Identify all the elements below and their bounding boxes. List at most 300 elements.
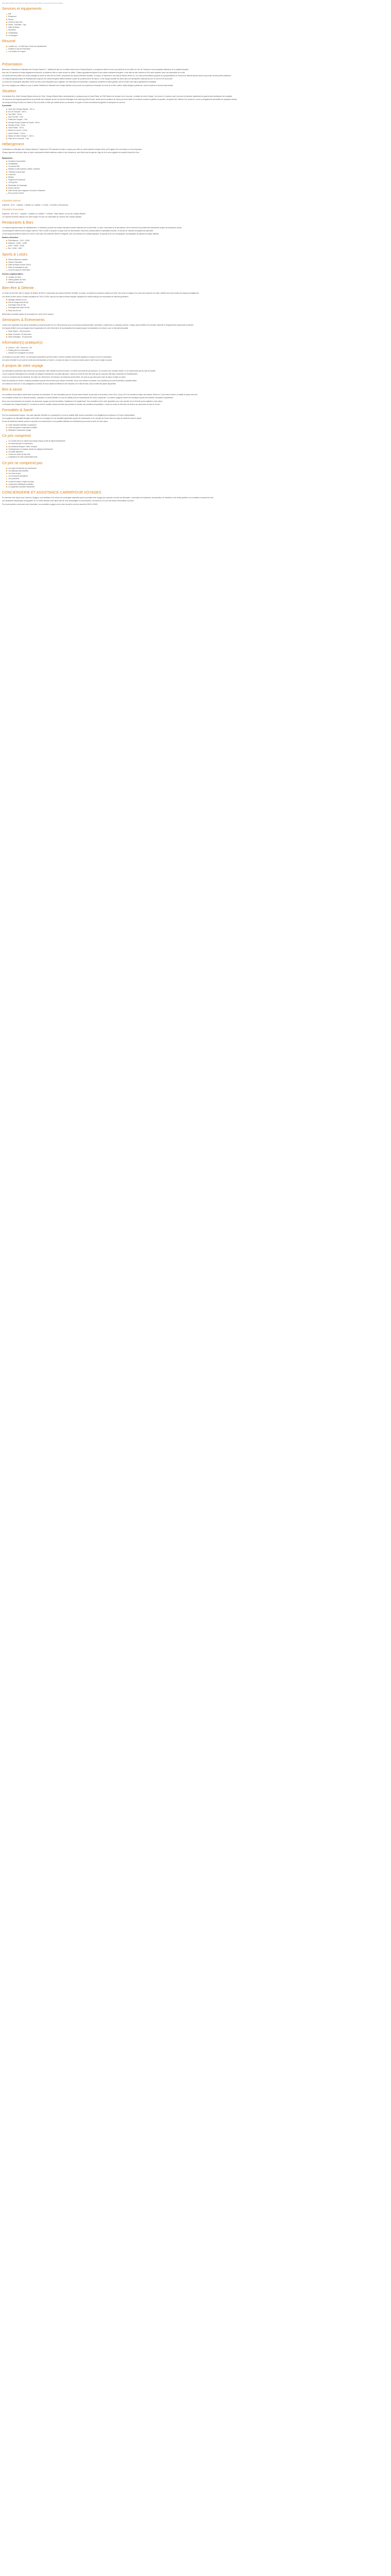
equipment-item (6, 168, 389, 170)
services-section (2, 7, 389, 37)
formalites-list (2, 424, 389, 432)
resume-item-text: Lux location au compris (8, 50, 26, 53)
bullet-icon (6, 46, 7, 47)
bullet-icon (6, 166, 7, 167)
bullet-icon (6, 109, 7, 110)
conciergerie-paragraph: En réservant votre séjour avec Carrefour Voyages, vous bénéficiez d'un service de conciergerie disponible avant et pendant votre voyage pour répondre à toutes vos demandes : réservation de restaurants, de spectacles, de transferts ou de visites guidées, nos conseillers s'occupent de tout. (2, 497, 214, 499)
prix-ne-comprend-item-text: L'assurance multirisque annulation (8, 483, 34, 485)
service-item-text: Wifi (8, 13, 11, 15)
bullet-icon (6, 16, 7, 18)
bullet-icon (6, 308, 7, 309)
bullet-icon (6, 264, 7, 265)
nearby-list (2, 108, 389, 140)
hours-item-text: Dîner : 19h00 - 22h30 (8, 245, 25, 247)
equipment-item (6, 160, 389, 162)
bullet-icon (6, 49, 7, 50)
conciergerie-paragraph: Pour toute question concernant votre réservation, nos conseillers voyages sont à votre écoute du lundi au samedi de 9h00 à 20h00. (2, 503, 98, 505)
room-type-label: Chambre Executive (2, 208, 24, 211)
hebergement-paragraph: La Résidence le Mandarin des Champs Elysées 5 * dispose de 125 chambres et suites, conçues pour offrir un confort optimal à chaque client, qu'il s'agisse d'un court séjour ou d'un long séjour. (2, 148, 142, 151)
nearby-item (6, 118, 389, 121)
resume-item-text: Situation 5 Spa de Paris 8ème (8, 48, 31, 50)
bullet-icon (6, 476, 7, 477)
resume-item (6, 48, 389, 50)
bullet-icon (6, 449, 7, 450)
bullet-icon (6, 473, 7, 474)
bullet-icon (6, 444, 7, 445)
bullet-icon (6, 163, 7, 164)
bullet-icon (6, 172, 7, 173)
bullet-icon (6, 468, 7, 469)
nearby-item (6, 108, 389, 110)
formalites-title: Formalités & Santé (2, 408, 33, 412)
bon-savoir-paragraph: Les formalités d'entrée sur le territoire français : passeport ou carte d'identité en cours de validité pour les ressortissants de l'Union européenne. Les autres voyageurs doivent se renseigner auprès des autorités consulaires compétentes. (2, 397, 174, 399)
equipment-item-text: Connexion Wifi (8, 165, 20, 168)
equipment-item-text: Minibar (8, 176, 14, 178)
seminaires-item-text: Salon Concorde : 60 personnes (8, 333, 31, 335)
bullet-icon (6, 279, 7, 280)
service-item (6, 15, 389, 18)
bullet-icon (6, 125, 7, 126)
room-type-label: Chambre Deluxe (2, 200, 21, 203)
sports-extra-item-text: Visites guidées de Paris (8, 279, 26, 281)
presentation-paragraph: Les clients peuvent profiter d'un accès privilégié au centre de bien-être de l'hôtel, comprenant une piscine intérieure chauffée, un sauna, un hammam et une salle de fitness dernier cri. Les soins personnalisés proposés au spa garantissent un moment de détente absolue après une journée de découverte parisienne. (2, 75, 232, 77)
page (0, 0, 391, 513)
nearby-item (6, 122, 389, 124)
prix-ne-comprend-item (6, 470, 389, 472)
sports-section (2, 253, 389, 284)
service-item (6, 32, 389, 34)
equipment-item-text: Peignoirs et chaussons (8, 179, 25, 181)
presentation-title: Présentation (2, 62, 23, 66)
bullet-icon (6, 111, 7, 112)
bullet-icon (6, 451, 7, 452)
equipment-item-text: Sèche-cheveux (8, 187, 20, 189)
informations-text (2, 356, 389, 361)
service-item-text: Centre de bien-être (8, 21, 23, 23)
bullet-icon (6, 122, 7, 123)
bullet-icon (6, 30, 7, 31)
nearby-item (6, 129, 389, 131)
prix-comprend-item-text: L'assistance de notre représentant local (8, 456, 38, 459)
equipment-item (6, 187, 389, 189)
sports-item (6, 259, 389, 261)
hours-item-text: Bar : 11h00 - 1h00 (8, 247, 22, 250)
resume-title: Résumé (2, 40, 16, 44)
bullet-icon (6, 457, 7, 458)
prix-comprend-item-text: L'accès au centre de bien-être (8, 453, 30, 456)
bullet-icon (6, 138, 7, 139)
bullet-icon (6, 182, 7, 183)
bien-etre-section (2, 286, 389, 315)
resume-section (2, 40, 389, 53)
situation-text (2, 95, 389, 104)
room-types (2, 200, 389, 214)
bullet-icon (6, 177, 7, 178)
sports-item-text: Soins et massages au spa (8, 266, 28, 269)
room-types-note: La Chambre Executive dispose d'un salon séparé et d'une vue imprenable sur l'avenue des Champs-Élysées. (2, 215, 82, 218)
prix-ne-comprend-item-text: La taxe de séjour à régler sur place (8, 480, 34, 483)
nearby-item (6, 116, 389, 118)
resume-item (6, 50, 389, 53)
sports-extra-item (6, 281, 389, 283)
restaurants-title: Restaurants & Bars (2, 221, 34, 225)
sports-item (6, 266, 389, 268)
service-item (6, 13, 389, 15)
bullet-icon (6, 479, 7, 480)
hours-label: Horaires d'ouverture : (2, 236, 20, 239)
services-title: Services et équipements (2, 7, 42, 11)
equipment-item (6, 184, 389, 187)
equipment-item-text: Room service 24h/24 (8, 192, 24, 195)
formalites-text (2, 414, 389, 423)
bullet-icon (6, 277, 7, 278)
bon-savoir-paragraph: Les conditions d'annulation varient selon la période de réservation. En cas d'annulation plus de 30 jours avant l'arrivée, aucun frais ne sera retenu. Entre 30 et 7 jours, 50 % du montant du séjour sera facturé. Moins de 7 jours avant l'arrivée, la totalité du séjour sera due. (2, 394, 198, 396)
service-item (6, 19, 389, 21)
hours-item (6, 240, 389, 242)
bullet-icon (6, 240, 7, 241)
nearby-item-text: Gare du Nord : 4 km (8, 116, 23, 118)
bien-etre-paragraph: Les clients ont libre accès à l'espace aquatique de 7h00 à 22h00, ainsi qu'à la salle de fitness équipée d'appareils de cardio-training et de musculation de dernière génération. (2, 295, 129, 298)
bullet-icon (6, 454, 7, 455)
informations-item (6, 352, 389, 354)
situation-title: Situation (2, 89, 17, 93)
bullet-icon (6, 350, 7, 351)
seminaires-item-text: Salon Élysée : 150 personnes (8, 330, 30, 333)
equipment-item-text: Nécessaire de repassage (8, 184, 27, 187)
sports-item (6, 269, 389, 271)
sports-extra-item-text: Location de vélos (8, 276, 21, 278)
bullet-icon (6, 22, 7, 23)
situation-section (2, 90, 389, 140)
informations-title: Information(s) pratique(s) (2, 341, 43, 345)
sports-list (2, 259, 389, 272)
prix-comprend-item-text: L'hébergement en chambre double de catégorie sélectionnée (8, 448, 53, 450)
bullet-icon (6, 246, 7, 247)
bien-etre-item-text: Massage relaxant 60 min (8, 298, 27, 301)
sports-extra-list (2, 276, 389, 284)
prix-comprend-item-text: Les taxes aéroport et redevances (8, 443, 33, 445)
bon-savoir-text (2, 394, 389, 405)
seminaires-item (6, 333, 389, 335)
resume-item (6, 45, 389, 47)
bullet-icon (6, 331, 7, 332)
bullet-icon (6, 334, 7, 335)
hebergement-text (2, 148, 389, 154)
nearby-item-text: Arc de Triomphe : 400 m (8, 110, 26, 113)
prix-ne-comprend-section (2, 462, 389, 488)
bien-etre-item (6, 310, 389, 312)
service-item-text: Piscine (8, 18, 14, 21)
seminaires-text (2, 324, 389, 329)
equipment-item (6, 181, 389, 183)
prix-comprend-item (6, 443, 389, 445)
nearby-item-text: Grand Palais : 700 m (8, 127, 24, 129)
bullet-icon (6, 114, 7, 115)
situation-paragraph: Les aéroports Roissy-Charles de Gaulle et Orly sont reliés à l'hôtel par navette privée sur demande, et la gare du Nord est facilement joignable en transports en commun. (2, 101, 126, 104)
bullet-icon (6, 24, 7, 25)
conciergerie-section (2, 491, 389, 505)
restaurants-text (2, 227, 389, 235)
formalites-item (6, 424, 389, 426)
prix-ne-comprend-item-text: Les repas et boissons non mentionnés (8, 467, 37, 469)
apropos-paragraph: Les informations présentées dans cette fiche sont données à titre indicatif et peuvent évoluer. Les tarifs sont exprimés par personne, sur la base d'une chambre double, et ne comprennent pas les frais de dossier. (2, 370, 156, 372)
bullet-icon (6, 135, 7, 137)
sports-extra-label: Services complémentaires : (2, 273, 24, 275)
hours-item (6, 247, 389, 249)
bullet-icon (6, 14, 7, 15)
situation-paragraph: Les amoureux de shopping apprécieront la proximité des boutiques de luxe de l'avenue Montaigne et du faubourg Saint-Honoré, tandis que les amateurs de culture pourront visiter les nombreux musées et galeries du quartier. Les jardins des Tuileries et le musée du Louvre sont également accessibles en quelques minutes. (2, 98, 237, 101)
bon-savoir-title: Bon à savoir (2, 388, 22, 392)
informations-item-text: Animaux de compagnie non admis (8, 352, 34, 354)
prix-ne-comprend-item-text: Les dépenses personnelles (8, 469, 28, 472)
hours-list (2, 240, 389, 250)
seminaires-title: Séminaires & Événements (2, 318, 45, 323)
bon-savoir-paragraph: Le Mandarin des Champs Elysées 5 * se réserve le droit de modifier certains services sans préavis en fonction des conditions d'exploitation. L'accès au centre de bien-être est réservé aux personnes de plus de 16 ans. (2, 403, 160, 405)
bullet-icon (6, 305, 7, 306)
bullet-icon (6, 120, 7, 121)
prix-ne-comprend-item (6, 467, 389, 469)
seminaires-paragraph: L'hôtel met à disposition trois salons modulables pouvant accueillir de 10 à 150 personnes pour vos réunions professionnelles, séminaires, conférences ou réceptions privées. Chaque salon bénéficie de la lumière naturelle et d'équipements audiovisuels modernes. (2, 324, 194, 327)
hours-item-text: Déjeuner : 12h00 - 14h30 (8, 242, 27, 244)
seminaires-section (2, 318, 389, 338)
prix-comprend-section (2, 434, 389, 458)
bullet-icon (6, 190, 7, 191)
bullet-icon (6, 117, 7, 118)
bien-etre-list (2, 299, 389, 312)
bullet-icon (6, 248, 7, 249)
hebergement-paragraph: Chaque logement est décoré dans un style contemporain mêlant matériaux nobles et tons chaleureux, avec literie haut de gamme, linge de lit en coton égyptien et produits d'accueil de luxe. (2, 151, 140, 154)
bullet-icon (6, 180, 7, 181)
prix-ne-comprend-item-text: Les pourboires (8, 478, 20, 480)
sports-item-text: Salle de fitness ouverte 24h/24 (8, 264, 31, 266)
service-item (6, 29, 389, 31)
prix-comprend-item (6, 446, 389, 448)
hebergement-title: Hébergement (2, 143, 24, 147)
bullet-icon (6, 486, 7, 487)
formalites-paragraph: En cas de traitement médical, pensez à emporter vos ordonnances et une quantité suffisante de médicaments pour toute la durée de votre séjour. (2, 420, 108, 423)
nearby-label: À proximité : (2, 105, 12, 107)
informations-list (2, 347, 389, 354)
bien-etre-item (6, 307, 389, 309)
bien-etre-item-text: Soin du visage éclat 45 min (8, 301, 28, 304)
bullet-icon (6, 32, 7, 33)
bien-etre-text (2, 292, 389, 297)
equipment-item (6, 173, 389, 178)
bien-etre-paragraph: Le centre de bien-être offre un espace de détente de 600 m² comprenant une piscine intérieure chauffée, un sauna, un hammam et plusieurs cabines de soins. Des soins du visage et du corps sont proposés à la carte, réalisés avec des produits de marques prestigieuses. (2, 292, 200, 295)
equip-label: Équipements : (2, 157, 13, 159)
bullet-icon (6, 35, 7, 36)
bullet-icon (6, 169, 7, 170)
service-item-text: Restaurant (8, 15, 17, 18)
sports-item-text: Cours de yoga sur réservation (8, 269, 30, 272)
bullet-icon (6, 27, 7, 28)
bullet-icon (6, 347, 7, 348)
prix-comprend-item (6, 440, 389, 442)
informations-item-text: Parking privé sur réservation (8, 349, 29, 352)
nearby-item-text: Aéroport Roissy-Charles de Gaulle : 28 km (8, 121, 40, 124)
formalites-paragraph: Pour les ressortissants français : une carte nationale d'identité ou un passeport en cours de validité suffit. Aucune vaccination n'est obligatoire pour séjourner en France métropolitaine. (2, 414, 136, 416)
resume-item-text: Location de ~ m² hôtel Spa • Accès aux apartements (8, 45, 47, 48)
nearby-item-text: Tour Eiffel : 1,8 km (8, 113, 22, 116)
bullet-icon (6, 185, 7, 186)
bullet-icon (6, 481, 7, 482)
prix-comprend-list (2, 440, 389, 458)
formalites-item (6, 427, 389, 429)
equipment-item (6, 174, 389, 176)
prix-ne-comprend-item-text: Les soins au spa (8, 472, 21, 474)
apropos-title: À propos de votre voyage (2, 364, 43, 368)
nearby-item (6, 132, 389, 134)
presentation-text (2, 69, 389, 87)
bullet-icon (6, 425, 7, 426)
room-type-detail: Superficie : 25 m² · Capacité : 2 adultes ou 2 adultes + 1 enfant · Lit double ou lits jumeaux (2, 204, 69, 207)
bullet-icon (6, 243, 7, 244)
formalites-item-text: Carte nationale d'identité ou passeport (8, 423, 37, 426)
bullet-icon (6, 302, 7, 303)
bullet-icon (6, 441, 7, 442)
sports-item-text: Piscine intérieure chauffée (8, 258, 28, 261)
restaurants-paragraph: Le restaurant gastronomique de l'établissement, Le Mandarin, propose une cuisine française inventive élaborée par un chef étoilé. La carte, renouvelée au fil des saisons, met à l'honneur les produits frais sélectionnés auprès de producteurs locaux. (2, 226, 183, 229)
seminaires-item (6, 336, 389, 338)
equipment-item (6, 171, 389, 173)
equipment-item-text: Télévision à écran plat (8, 171, 25, 173)
presentation-section (2, 63, 389, 87)
nearby-item-text: Palais des Congrès : 2 km (8, 118, 28, 121)
situation-paragraph: À la situation Rue: Hôtel Champs-Élysées Avenue de Paris, Champs-Élysées 8ème arrondissement, à quelques pas du Grand Palais, du Petit Palais et de la place de la Concorde. La station de métro George V se trouve à 2 minutes à pied et permet de rejoindre rapidement les grands sites touristiques de la capitale. (2, 95, 233, 97)
service-item-text: Salle de fitness (8, 26, 20, 29)
service-item (6, 26, 389, 28)
service-item-text: Climatisation (8, 31, 18, 34)
presentation-paragraph: Que vous voyagiez pour affaires ou pour le plaisir, Résidence le Mandarin des Champs Elysées vous promet une expérience d'exception au cœur de la Ville Lumière, alliant élégance parisienne, confort moderne et service irréprochable. (2, 84, 174, 87)
sports-item-text: Sauna et hammam (8, 261, 22, 263)
prix-ne-comprend-item-text: Le supplément chambre individuelle (8, 485, 35, 488)
bon-savoir-section (2, 388, 389, 405)
prix-ne-comprend-item (6, 486, 389, 488)
prix-ne-comprend-item (6, 478, 389, 480)
equipment-item-text: Lit King Size (8, 181, 18, 184)
hebergement-section (2, 143, 389, 218)
bien-etre-title: Bien-être & Détente (2, 286, 34, 291)
nearby-item-text: Carré des Champs-Élysées : 100 m (8, 108, 35, 110)
bullet-icon (6, 336, 7, 337)
bullet-icon (6, 130, 7, 131)
nearby-item-text: Aéroport d'Orly : 19 km (8, 124, 25, 126)
bullet-icon (6, 470, 7, 471)
bullet-icon (6, 267, 7, 268)
prix-comprend-item-text: Les transferts aéroport / hôtel / aéroport (8, 445, 38, 448)
prix-ne-comprend-list (2, 467, 389, 488)
bien-etre-note: Réservation conseillée auprès de la réception au moins 24h à l'avance. (2, 313, 54, 315)
bien-etre-item-text: Enveloppement détox 45 min (8, 307, 30, 309)
bullet-icon (6, 353, 7, 354)
equipment-item-text: Machine à café espresso, théière, bouilloire (8, 168, 40, 171)
conciergerie-paragraph: Une assistance téléphonique est joignable 7j/7 et 24h/24 pendant votre séjour afin de vous accompagner en cas d'imprévu, de retard de vol ou de tout besoin d'information sur place. (2, 500, 135, 502)
sports-extra-item (6, 276, 389, 278)
bullet-icon (6, 19, 7, 20)
informations-paragraph: La réception est ouverte 24h/24. Les demandes particulières (arrivée tardive, lit bébé, transfert) doivent être signalées à l'avance lors de la réservation. (2, 355, 112, 358)
presentation-paragraph: Le service de conciergerie disponible 24h/24 se tient à votre disposition pour organiser vos réservations de spectacles, restaurants, transferts et visites guidées, afin de rendre votre séjour parfaitement inoubliable. (2, 81, 157, 83)
bullet-icon (6, 446, 7, 447)
equipment-item-text: Coffre-fort (8, 173, 16, 176)
room-type-detail: Superficie : 35 à 40 m² · Capacité : 3 adultes ou 2 adultes + 2 enfants · Salon séparé, vue sur les Champs-Élysées (2, 212, 86, 215)
equipment-list (2, 160, 389, 195)
restaurants-paragraph: Le bar lounge accueille les clients de 11h00 à 1h00 dans une ambiance feutrée et élégante, avec une sélection de cocktails signature, de grands crus et de champagnes, accompagnés de planches de tapas raffinées. (2, 233, 159, 235)
bien-etre-item (6, 304, 389, 306)
service-item-text: Ascenseur (8, 29, 17, 31)
apropos-paragraph: Le prix comprend l'hébergement en chambre de catégorie sélectionnée, les petits-déjeuners, l'accès au centre de bien-être ainsi que la connexion Wifi dans l'ensemble de l'établissement. (2, 373, 138, 376)
restaurants-paragraph: Le petit-déjeuner buffet est servi chaque matin de 7h00 à 10h30 et propose un large choix de viennoiseries, fruits frais, produits laitiers et spécialités chaudes. Un service en chambre est également disponible. (2, 230, 154, 232)
formalites-item-text: Attestation d'assurance voyage (8, 429, 31, 431)
service-item-text: Conciergerie (8, 34, 18, 37)
apropos-text (2, 370, 389, 385)
prix-comprend-item-text: Le vol aller-retour en classe économique depuis la ville de départ sélectionnée (8, 440, 66, 443)
bullet-icon (6, 193, 7, 194)
service-item-text: Sauna - Hammam - Spa (8, 24, 26, 26)
presentation-paragraph: Bienvenue à Résidence le Mandarin des Champs Elysées 5 *. Idéalement situé sur la célèbre Avenue des Champs-Élysées, le somptueux hôtel se trouve à proximité de la tour Eiffel, de l'Arc de Triomphe et des principales attractions de la capitale française. (2, 68, 189, 71)
prix-comprend-item-text: Les petits-déjeuners (8, 450, 23, 453)
bullet-icon (6, 259, 7, 260)
equipment-item-text: Salle de bain avec baignoire et douche à l'italienne (8, 189, 45, 192)
resume-list (2, 45, 389, 53)
presentation-paragraph: Le restaurant gastronomique de l'établissement propose une cuisine française raffinée élaborée à partir de produits frais et de saison. Le bar lounge accueille les hôtes dans une atmosphère chaleureuse pour un verre en fin de journée. (2, 78, 173, 80)
apropos-paragraph: Le prix ne comprend pas les transferts, les repas non mentionnés, les boissons, les dépenses personnelles, les soins au spa ainsi que la taxe de séjour à régler sur place. (2, 376, 126, 379)
service-item (6, 18, 389, 23)
seminaires-paragraph: Une équipe dédiée vous accompagne dans l'organisation de votre événement, de la préparation des espaces jusqu'à la restauration sur mesure, pour un déroulement parfait. (2, 327, 129, 330)
hours-item-text: Petit-déjeuner : 7h00 - 10h30 (8, 239, 30, 242)
bullet-icon (6, 188, 7, 189)
informations-paragraph: Une pièce d'identité et une carte de crédit seront demandées à l'arrivée. Les taxes de séjour ne sont pas incluses dans le tarif et sont à régler sur place. (2, 359, 113, 361)
services-list (2, 13, 389, 37)
prix-ne-comprend-item-text: Les excursions facultatives (8, 475, 28, 478)
sports-extra-item-text: Billetterie spectacles (8, 281, 24, 284)
prix-ne-comprend-title: Ce prix ne comprend pas (2, 461, 43, 465)
bullet-icon (6, 270, 7, 271)
seminaires-list (2, 330, 389, 338)
nearby-item (6, 138, 389, 140)
nearby-item-text: Musée du Louvre : 2,5 km (8, 129, 27, 132)
prix-comprend-item (6, 456, 389, 458)
presentation-paragraph: Avec ses 24 chambres et suites élégamment décorées, la résidence offre un cadre luxueux et raffiné. Chaque appartement dispose d'une cuisine entièrement équipée, d'une salle de bain moderne et d'un salon spacieux avec vue imprenable sur la ville. (2, 71, 186, 74)
bullet-icon (6, 299, 7, 300)
formalites-paragraph: Les voyageurs de nationalité étrangère sont invités à se renseigner sur les formalités applicables auprès de l'ambassade ou du consulat de France dans leur pays de résidence avant le départ. (2, 417, 142, 420)
service-item (6, 35, 389, 37)
bullet-icon (6, 262, 7, 263)
prix-comprend-title: Ce prix comprend (2, 434, 31, 438)
conciergerie-title: CONCIERGERIE ET ASSISTANCE CARREFOUR VOYAGES (2, 491, 102, 495)
equipment-item-text: Climatisation (8, 162, 18, 165)
nearby-item (6, 135, 389, 137)
formalites-section (2, 409, 389, 431)
bon-savoir-paragraph: Nous vous recommandons de souscrire une assurance voyage couvrant l'annulation, l'assistance et le rapatriement. Nos conseillers sont à votre disposition pour vous orienter vers la formule la plus adaptée à votre séjour. (2, 400, 163, 402)
bullet-icon (6, 430, 7, 431)
prix-ne-comprend-item (6, 481, 389, 483)
apropos-section (2, 364, 389, 385)
formalites-item-text: Carte européenne d'assurance maladie (8, 426, 37, 429)
bien-etre-item-text: Gommage corps 30 min (8, 304, 26, 307)
informations-item-text: Check-in : 15h · Check-out : 12h (8, 347, 32, 349)
bullet-icon (6, 310, 7, 311)
nearby-item-text: Place de la Concorde : 1 km (8, 137, 29, 140)
bullet-icon (6, 484, 7, 485)
bullet-icon (6, 52, 7, 53)
nearby-item-text: Opéra Garnier : 1,8 km (8, 132, 25, 134)
bien-etre-item-text: Rituel duo 90 min (8, 309, 21, 312)
seminaires-item (6, 330, 389, 332)
informations-item (6, 349, 389, 351)
bullet-icon (6, 161, 7, 162)
breadcrumb: Description Écrire compromis Conseils Voir brochure Écrire compromisConseil Contacter (2, 2, 63, 4)
bullet-icon (6, 427, 7, 428)
